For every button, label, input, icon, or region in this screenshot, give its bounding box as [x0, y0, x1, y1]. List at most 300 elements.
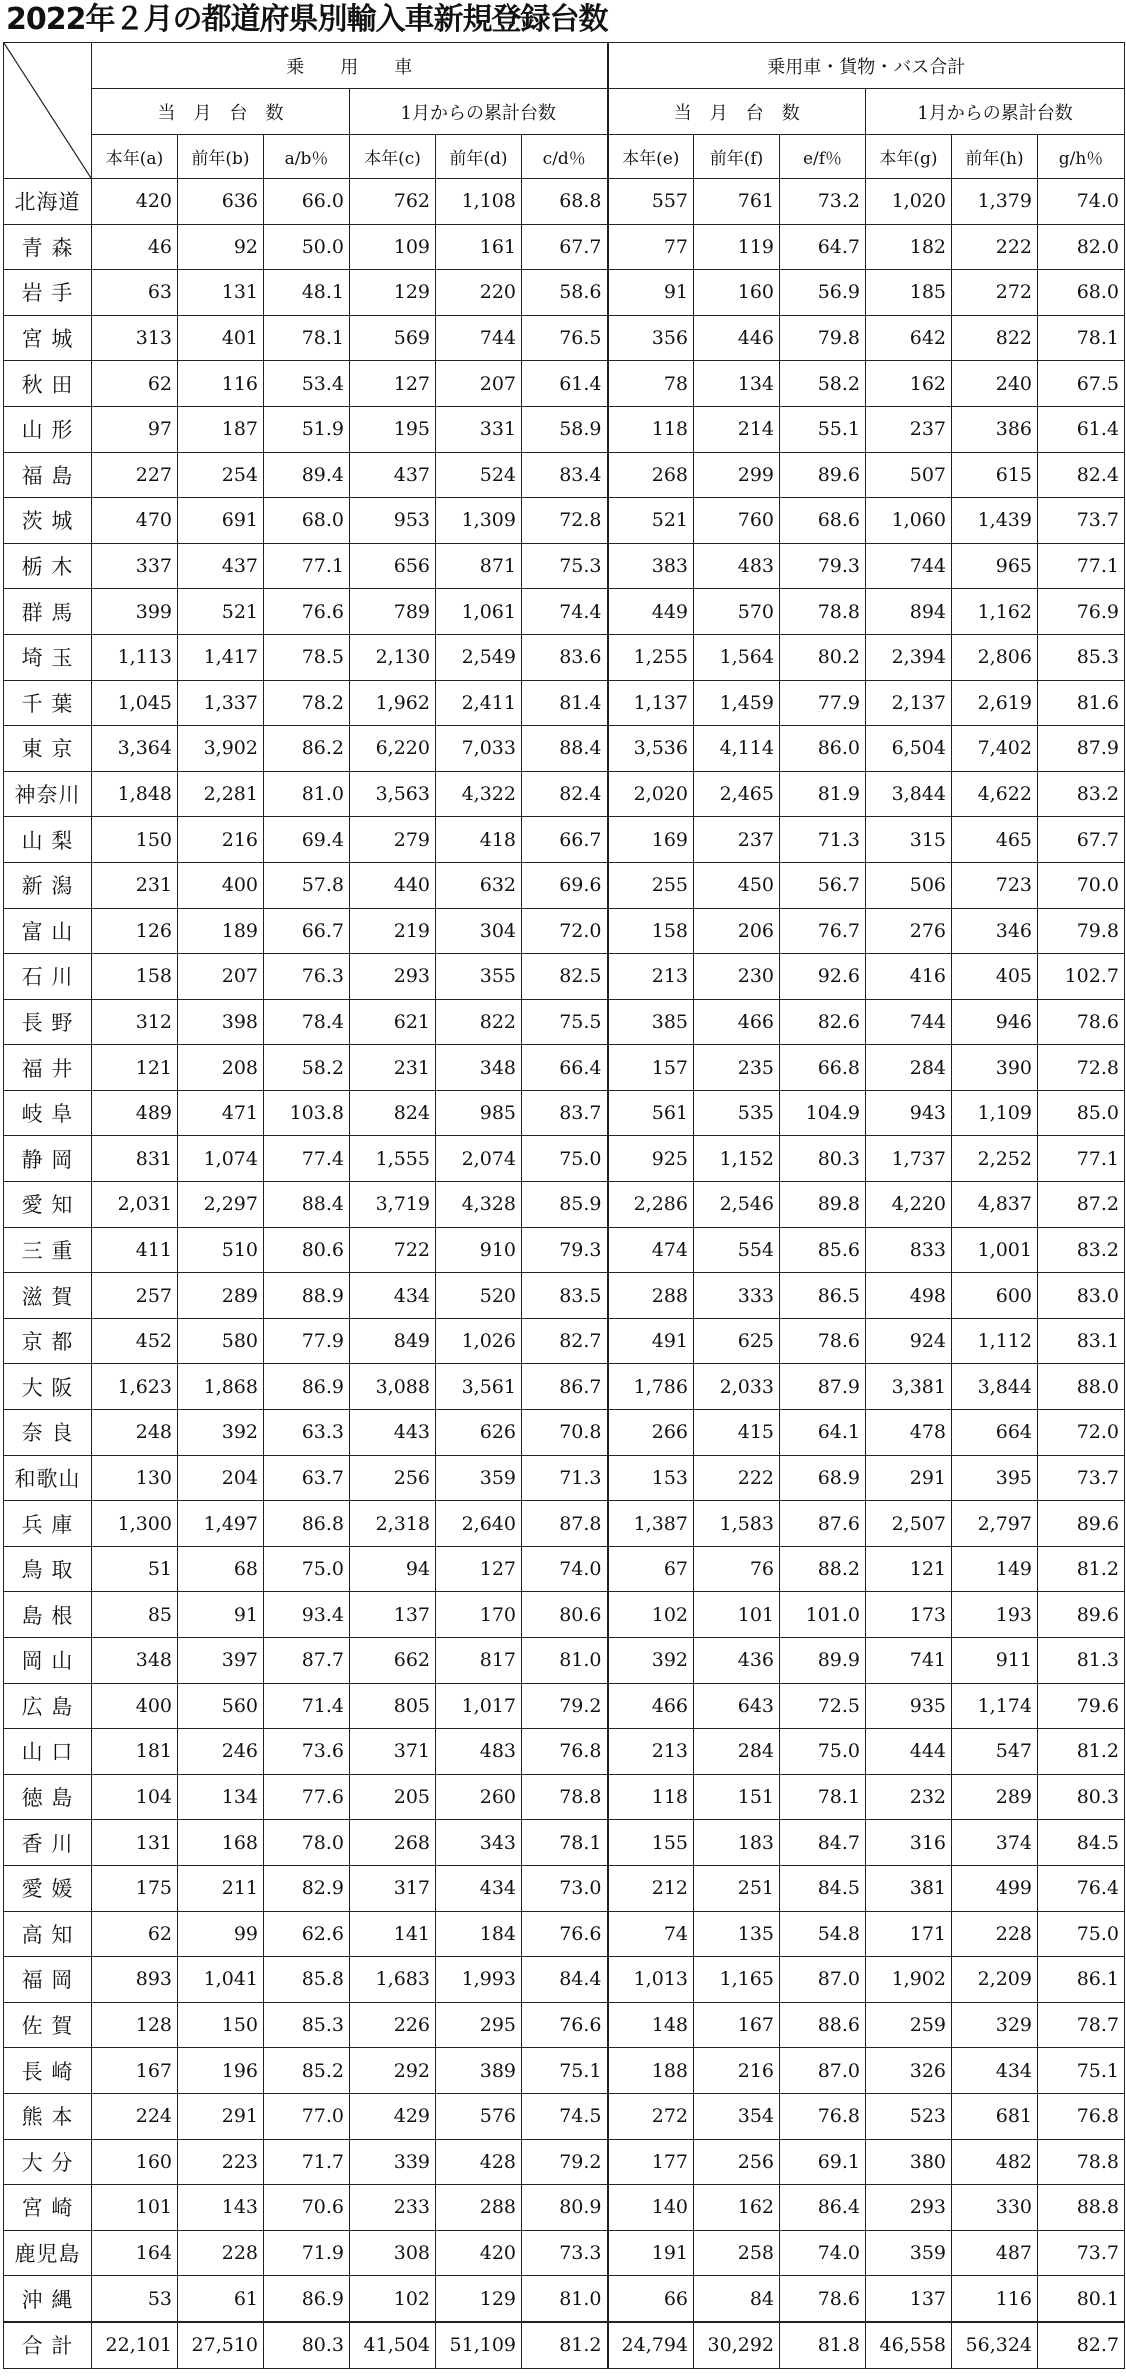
table-row — [4, 406, 1125, 452]
table-cell: 331 — [436, 406, 522, 452]
table-cell: 3,536 — [608, 726, 694, 772]
table-cell: 187 — [178, 406, 264, 452]
table-cell: 308 — [350, 2230, 436, 2276]
table-cell: 871 — [436, 543, 522, 589]
table-cell: 3,844 — [952, 1364, 1038, 1410]
table-cell: 2,546 — [694, 1182, 780, 1228]
table-cell: 220 — [436, 270, 522, 316]
table-cell: 205 — [350, 1774, 436, 1820]
table-cell: 82.5 — [522, 954, 608, 1000]
table-cell: 2,394 — [866, 634, 952, 680]
table-cell: 487 — [952, 2230, 1038, 2276]
prefecture-name: 山 形 — [4, 406, 92, 452]
table-cell: 789 — [350, 589, 436, 635]
prefecture-name: 香 川 — [4, 1820, 92, 1866]
prefecture-name: 鹿児島 — [4, 2230, 92, 2276]
table-cell: 86.1 — [1038, 1957, 1125, 2003]
table-cell: 2,286 — [608, 1182, 694, 1228]
table-cell: 89.8 — [780, 1182, 866, 1228]
table-cell: 50.0 — [264, 224, 350, 270]
table-row — [4, 2002, 1125, 2048]
column-header: 前年(h) — [952, 135, 1038, 179]
registration-table — [3, 42, 1125, 2369]
table-cell: 1,113 — [92, 634, 178, 680]
table-cell: 158 — [608, 908, 694, 954]
table-cell: 119 — [694, 224, 780, 270]
table-cell: 46,558 — [866, 2322, 952, 2368]
table-cell: 833 — [866, 1227, 952, 1273]
table-cell: 2,640 — [436, 1501, 522, 1547]
table-row — [4, 862, 1125, 908]
table-cell: 149 — [952, 1546, 1038, 1592]
table-cell: 383 — [608, 543, 694, 589]
table-cell: 173 — [866, 1592, 952, 1638]
table-row — [4, 2185, 1125, 2231]
table-cell: 452 — [92, 1318, 178, 1364]
table-cell: 2,281 — [178, 771, 264, 817]
table-cell: 1,300 — [92, 1501, 178, 1547]
table-cell: 128 — [92, 2002, 178, 2048]
table-cell: 85 — [92, 1592, 178, 1638]
table-cell: 79.8 — [1038, 908, 1125, 954]
table-cell: 849 — [350, 1318, 436, 1364]
table-cell: 2,549 — [436, 634, 522, 680]
table-cell: 80.9 — [522, 2185, 608, 2231]
table-cell: 80.1 — [1038, 2276, 1125, 2322]
table-cell: 81.3 — [1038, 1638, 1125, 1684]
table-cell: 87.2 — [1038, 1182, 1125, 1228]
prefecture-name: 兵 庫 — [4, 1501, 92, 1547]
table-cell: 206 — [694, 908, 780, 954]
table-cell: 76.5 — [522, 315, 608, 361]
table-cell: 1,459 — [694, 680, 780, 726]
table-cell: 62 — [92, 1911, 178, 1957]
table-cell: 621 — [350, 999, 436, 1045]
table-cell: 63 — [92, 270, 178, 316]
table-cell: 276 — [866, 908, 952, 954]
table-row — [4, 270, 1125, 316]
table-cell: 822 — [436, 999, 522, 1045]
total-label: 合 計 — [4, 2322, 92, 2368]
column-header: 本年(g) — [866, 135, 952, 179]
table-cell: 94 — [350, 1546, 436, 1592]
table-cell: 80.3 — [1038, 1774, 1125, 1820]
table-cell: 222 — [694, 1455, 780, 1501]
prefecture-name: 長 崎 — [4, 2048, 92, 2094]
table-cell: 4,322 — [436, 771, 522, 817]
table-cell: 449 — [608, 589, 694, 635]
table-cell: 3,381 — [866, 1364, 952, 1410]
table-cell: 2,318 — [350, 1501, 436, 1547]
table-cell: 246 — [178, 1729, 264, 1775]
table-cell: 53.4 — [264, 361, 350, 407]
table-cell: 83.7 — [522, 1090, 608, 1136]
table-cell: 535 — [694, 1090, 780, 1136]
table-cell: 259 — [866, 2002, 952, 2048]
table-cell: 118 — [608, 1774, 694, 1820]
table-cell: 81.0 — [522, 2276, 608, 2322]
table-cell: 216 — [178, 817, 264, 863]
table-cell: 53 — [92, 2276, 178, 2322]
prefecture-name: 福 島 — [4, 452, 92, 498]
prefecture-name: 埼 玉 — [4, 634, 92, 680]
table-cell: 81.8 — [780, 2322, 866, 2368]
table-cell: 1,387 — [608, 1501, 694, 1547]
table-cell: 228 — [178, 2230, 264, 2276]
table-cell: 741 — [866, 1638, 952, 1684]
table-cell: 744 — [866, 543, 952, 589]
table-cell: 69.4 — [264, 817, 350, 863]
column-header: g/h％ — [1038, 135, 1125, 179]
table-cell: 83.6 — [522, 634, 608, 680]
table-cell: 478 — [866, 1410, 952, 1456]
table-cell: 1,497 — [178, 1501, 264, 1547]
table-cell: 150 — [92, 817, 178, 863]
table-cell: 399 — [92, 589, 178, 635]
table-cell: 102.7 — [1038, 954, 1125, 1000]
table-cell: 79.2 — [522, 1683, 608, 1729]
table-cell: 87.6 — [780, 1501, 866, 1547]
table-cell: 41,504 — [350, 2322, 436, 2368]
table-cell: 4,837 — [952, 1182, 1038, 1228]
table-cell: 304 — [436, 908, 522, 954]
table-cell: 68.0 — [1038, 270, 1125, 316]
table-cell: 72.8 — [522, 498, 608, 544]
table-cell: 121 — [92, 1045, 178, 1091]
table-cell: 507 — [866, 452, 952, 498]
prefecture-name: 佐 賀 — [4, 2002, 92, 2048]
table-cell: 87.9 — [780, 1364, 866, 1410]
table-cell: 77.1 — [264, 543, 350, 589]
table-cell: 6,504 — [866, 726, 952, 772]
table-cell: 946 — [952, 999, 1038, 1045]
table-cell: 523 — [866, 2093, 952, 2139]
table-row — [4, 1546, 1125, 1592]
table-cell: 420 — [436, 2230, 522, 2276]
table-cell: 85.0 — [1038, 1090, 1125, 1136]
table-cell: 450 — [694, 862, 780, 908]
table-cell: 78.5 — [264, 634, 350, 680]
total-row — [4, 2322, 1125, 2368]
table-cell: 101.0 — [780, 1592, 866, 1638]
table-row — [4, 680, 1125, 726]
table-row — [4, 543, 1125, 589]
table-row — [4, 1410, 1125, 1456]
table-cell: 428 — [436, 2139, 522, 2185]
table-row — [4, 2139, 1125, 2185]
table-cell: 1,152 — [694, 1136, 780, 1182]
table-cell: 84.5 — [780, 1865, 866, 1911]
table-cell: 312 — [92, 999, 178, 1045]
table-cell: 664 — [952, 1410, 1038, 1456]
table-cell: 118 — [608, 406, 694, 452]
table-cell: 63.7 — [264, 1455, 350, 1501]
table-cell: 75.0 — [264, 1546, 350, 1592]
table-row — [4, 1638, 1125, 1684]
prefecture-name: 三 重 — [4, 1227, 92, 1273]
prefecture-name: 岐 阜 — [4, 1090, 92, 1136]
table-cell: 1,868 — [178, 1364, 264, 1410]
table-cell: 78.8 — [522, 1774, 608, 1820]
sub-cumulative: 1月からの累計台数 — [866, 89, 1125, 135]
table-cell: 359 — [436, 1455, 522, 1501]
table-cell: 4,220 — [866, 1182, 952, 1228]
table-cell: 134 — [694, 361, 780, 407]
table-cell: 140 — [608, 2185, 694, 2231]
table-cell: 240 — [952, 361, 1038, 407]
table-cell: 67.5 — [1038, 361, 1125, 407]
table-row — [4, 1865, 1125, 1911]
table-cell: 66.0 — [264, 179, 350, 225]
table-cell: 313 — [92, 315, 178, 361]
table-cell: 434 — [952, 2048, 1038, 2094]
table-cell: 75.0 — [522, 1136, 608, 1182]
table-cell: 64.7 — [780, 224, 866, 270]
table-cell: 77.4 — [264, 1136, 350, 1182]
table-row — [4, 361, 1125, 407]
table-cell: 104.9 — [780, 1090, 866, 1136]
table-cell: 1,555 — [350, 1136, 436, 1182]
table-cell: 64.1 — [780, 1410, 866, 1456]
table-cell: 81.6 — [1038, 680, 1125, 726]
table-row — [4, 1182, 1125, 1228]
table-cell: 130 — [92, 1455, 178, 1501]
table-cell: 61.4 — [1038, 406, 1125, 452]
table-cell: 93.4 — [264, 1592, 350, 1638]
table-cell: 89.9 — [780, 1638, 866, 1684]
table-cell: 925 — [608, 1136, 694, 1182]
table-cell: 208 — [178, 1045, 264, 1091]
table-cell: 76.4 — [1038, 1865, 1125, 1911]
table-cell: 127 — [436, 1546, 522, 1592]
table-cell: 91 — [608, 270, 694, 316]
table-cell: 1,137 — [608, 680, 694, 726]
table-cell: 7,033 — [436, 726, 522, 772]
table-cell: 80.6 — [522, 1592, 608, 1638]
table-cell: 570 — [694, 589, 780, 635]
table-cell: 293 — [866, 2185, 952, 2231]
table-cell: 1,162 — [952, 589, 1038, 635]
table-cell: 185 — [866, 270, 952, 316]
table-row — [4, 1364, 1125, 1410]
corner-diagonal-cell — [4, 43, 92, 179]
table-cell: 69.1 — [780, 2139, 866, 2185]
table-cell: 465 — [952, 817, 1038, 863]
prefecture-name: 神奈川 — [4, 771, 92, 817]
table-row — [4, 2230, 1125, 2276]
prefecture-name: 茨 城 — [4, 498, 92, 544]
table-row — [4, 2276, 1125, 2322]
table-cell: 401 — [178, 315, 264, 361]
table-cell: 482 — [952, 2139, 1038, 2185]
table-cell: 79.6 — [1038, 1683, 1125, 1729]
table-cell: 87.9 — [1038, 726, 1125, 772]
sub-current-month: 当 月 台 数 — [92, 89, 350, 135]
table-row — [4, 1501, 1125, 1547]
table-cell: 76.9 — [1038, 589, 1125, 635]
table-cell: 214 — [694, 406, 780, 452]
prefecture-name: 石 川 — [4, 954, 92, 1000]
table-cell: 73.6 — [264, 1729, 350, 1775]
table-cell: 170 — [436, 1592, 522, 1638]
table-cell: 524 — [436, 452, 522, 498]
table-cell: 89.4 — [264, 452, 350, 498]
table-cell: 211 — [178, 1865, 264, 1911]
table-cell: 89.6 — [1038, 1501, 1125, 1547]
table-cell: 395 — [952, 1455, 1038, 1501]
table-cell: 56.9 — [780, 270, 866, 316]
table-cell: 86.8 — [264, 1501, 350, 1547]
table-cell: 744 — [436, 315, 522, 361]
table-cell: 121 — [866, 1546, 952, 1592]
table-cell: 81.2 — [1038, 1546, 1125, 1592]
table-cell: 75.1 — [1038, 2048, 1125, 2094]
table-cell: 134 — [178, 1774, 264, 1820]
table-cell: 446 — [694, 315, 780, 361]
table-cell: 79.3 — [522, 1227, 608, 1273]
table-cell: 167 — [92, 2048, 178, 2094]
column-header: c/d％ — [522, 135, 608, 179]
table-cell: 80.6 — [264, 1227, 350, 1273]
table-cell: 359 — [866, 2230, 952, 2276]
table-cell: 233 — [350, 2185, 436, 2231]
table-cell: 1,962 — [350, 680, 436, 726]
table-cell: 466 — [608, 1683, 694, 1729]
table-cell: 251 — [694, 1865, 780, 1911]
table-cell: 103.8 — [264, 1090, 350, 1136]
table-cell: 88.8 — [1038, 2185, 1125, 2231]
table-cell: 74.0 — [780, 2230, 866, 2276]
table-cell: 164 — [92, 2230, 178, 2276]
table-cell: 1,074 — [178, 1136, 264, 1182]
table-cell: 78.6 — [780, 2276, 866, 2322]
table-cell: 87.7 — [264, 1638, 350, 1684]
table-cell: 75.0 — [1038, 1911, 1125, 1957]
table-cell: 56,324 — [952, 2322, 1038, 2368]
table-cell: 656 — [350, 543, 436, 589]
table-cell: 86.0 — [780, 726, 866, 772]
table-cell: 76 — [694, 1546, 780, 1592]
table-cell: 1,013 — [608, 1957, 694, 2003]
table-cell: 824 — [350, 1090, 436, 1136]
column-header: a/b％ — [264, 135, 350, 179]
table-cell: 82.0 — [1038, 224, 1125, 270]
table-cell: 189 — [178, 908, 264, 954]
table-cell: 162 — [866, 361, 952, 407]
table-cell: 2,033 — [694, 1364, 780, 1410]
table-cell: 343 — [436, 1820, 522, 1866]
table-cell: 204 — [178, 1455, 264, 1501]
table-cell: 284 — [866, 1045, 952, 1091]
table-cell: 965 — [952, 543, 1038, 589]
table-cell: 116 — [952, 2276, 1038, 2322]
table-cell: 84 — [694, 2276, 780, 2322]
table-row — [4, 1273, 1125, 1319]
table-cell: 75.0 — [780, 1729, 866, 1775]
table-cell: 73.3 — [522, 2230, 608, 2276]
table-cell: 66 — [608, 2276, 694, 2322]
table-cell: 213 — [608, 954, 694, 1000]
table-cell: 935 — [866, 1683, 952, 1729]
table-row — [4, 1455, 1125, 1501]
group-all-vehicles: 乗用車・貨物・バス合計 — [608, 43, 1125, 89]
table-cell: 466 — [694, 999, 780, 1045]
table-cell: 434 — [436, 1865, 522, 1911]
table-cell: 77.6 — [264, 1774, 350, 1820]
table-cell: 2,020 — [608, 771, 694, 817]
table-cell: 78.1 — [522, 1820, 608, 1866]
table-cell: 161 — [436, 224, 522, 270]
table-cell: 71.3 — [522, 1455, 608, 1501]
table-cell: 299 — [694, 452, 780, 498]
table-cell: 1,737 — [866, 1136, 952, 1182]
table-cell: 135 — [694, 1911, 780, 1957]
table-cell: 131 — [92, 1820, 178, 1866]
table-cell: 2,806 — [952, 634, 1038, 680]
table-cell: 207 — [178, 954, 264, 1000]
table-cell: 626 — [436, 1410, 522, 1456]
table-cell: 61 — [178, 2276, 264, 2322]
table-cell: 77.9 — [264, 1318, 350, 1364]
table-cell: 1,309 — [436, 498, 522, 544]
table-cell: 68 — [178, 1546, 264, 1592]
table-cell: 371 — [350, 1729, 436, 1775]
table-cell: 81.4 — [522, 680, 608, 726]
table-cell: 30,292 — [694, 2322, 780, 2368]
table-cell: 329 — [952, 2002, 1038, 2048]
table-cell: 434 — [350, 1273, 436, 1319]
table-cell: 400 — [92, 1683, 178, 1729]
table-cell: 82.7 — [1038, 2322, 1125, 2368]
table-cell: 74.5 — [522, 2093, 608, 2139]
table-cell: 88.4 — [522, 726, 608, 772]
prefecture-name: 福 岡 — [4, 1957, 92, 2003]
table-cell: 71.9 — [264, 2230, 350, 2276]
table-cell: 84.7 — [780, 1820, 866, 1866]
table-cell: 288 — [608, 1273, 694, 1319]
table-cell: 89.6 — [780, 452, 866, 498]
table-row — [4, 726, 1125, 772]
table-cell: 78.1 — [264, 315, 350, 361]
table-cell: 295 — [436, 2002, 522, 2048]
table-cell: 231 — [350, 1045, 436, 1091]
table-cell: 235 — [694, 1045, 780, 1091]
table-cell: 68.8 — [522, 179, 608, 225]
table-cell: 258 — [694, 2230, 780, 2276]
group-passenger-cars: 乗 用 車 — [92, 43, 608, 89]
table-cell: 1,583 — [694, 1501, 780, 1547]
table-row — [4, 999, 1125, 1045]
column-header: 前年(d) — [436, 135, 522, 179]
table-cell: 817 — [436, 1638, 522, 1684]
table-cell: 78.8 — [780, 589, 866, 635]
table-cell: 82.4 — [1038, 452, 1125, 498]
table-cell: 1,439 — [952, 498, 1038, 544]
table-cell: 521 — [178, 589, 264, 635]
table-cell: 86.9 — [264, 2276, 350, 2322]
table-cell: 1,848 — [92, 771, 178, 817]
table-row — [4, 908, 1125, 954]
table-cell: 141 — [350, 1911, 436, 1957]
table-cell: 292 — [350, 2048, 436, 2094]
table-cell: 177 — [608, 2139, 694, 2185]
table-cell: 76.6 — [264, 589, 350, 635]
table-cell: 471 — [178, 1090, 264, 1136]
table-cell: 85.8 — [264, 1957, 350, 2003]
table-cell: 70.0 — [1038, 862, 1125, 908]
table-cell: 131 — [178, 270, 264, 316]
table-row — [4, 954, 1125, 1000]
